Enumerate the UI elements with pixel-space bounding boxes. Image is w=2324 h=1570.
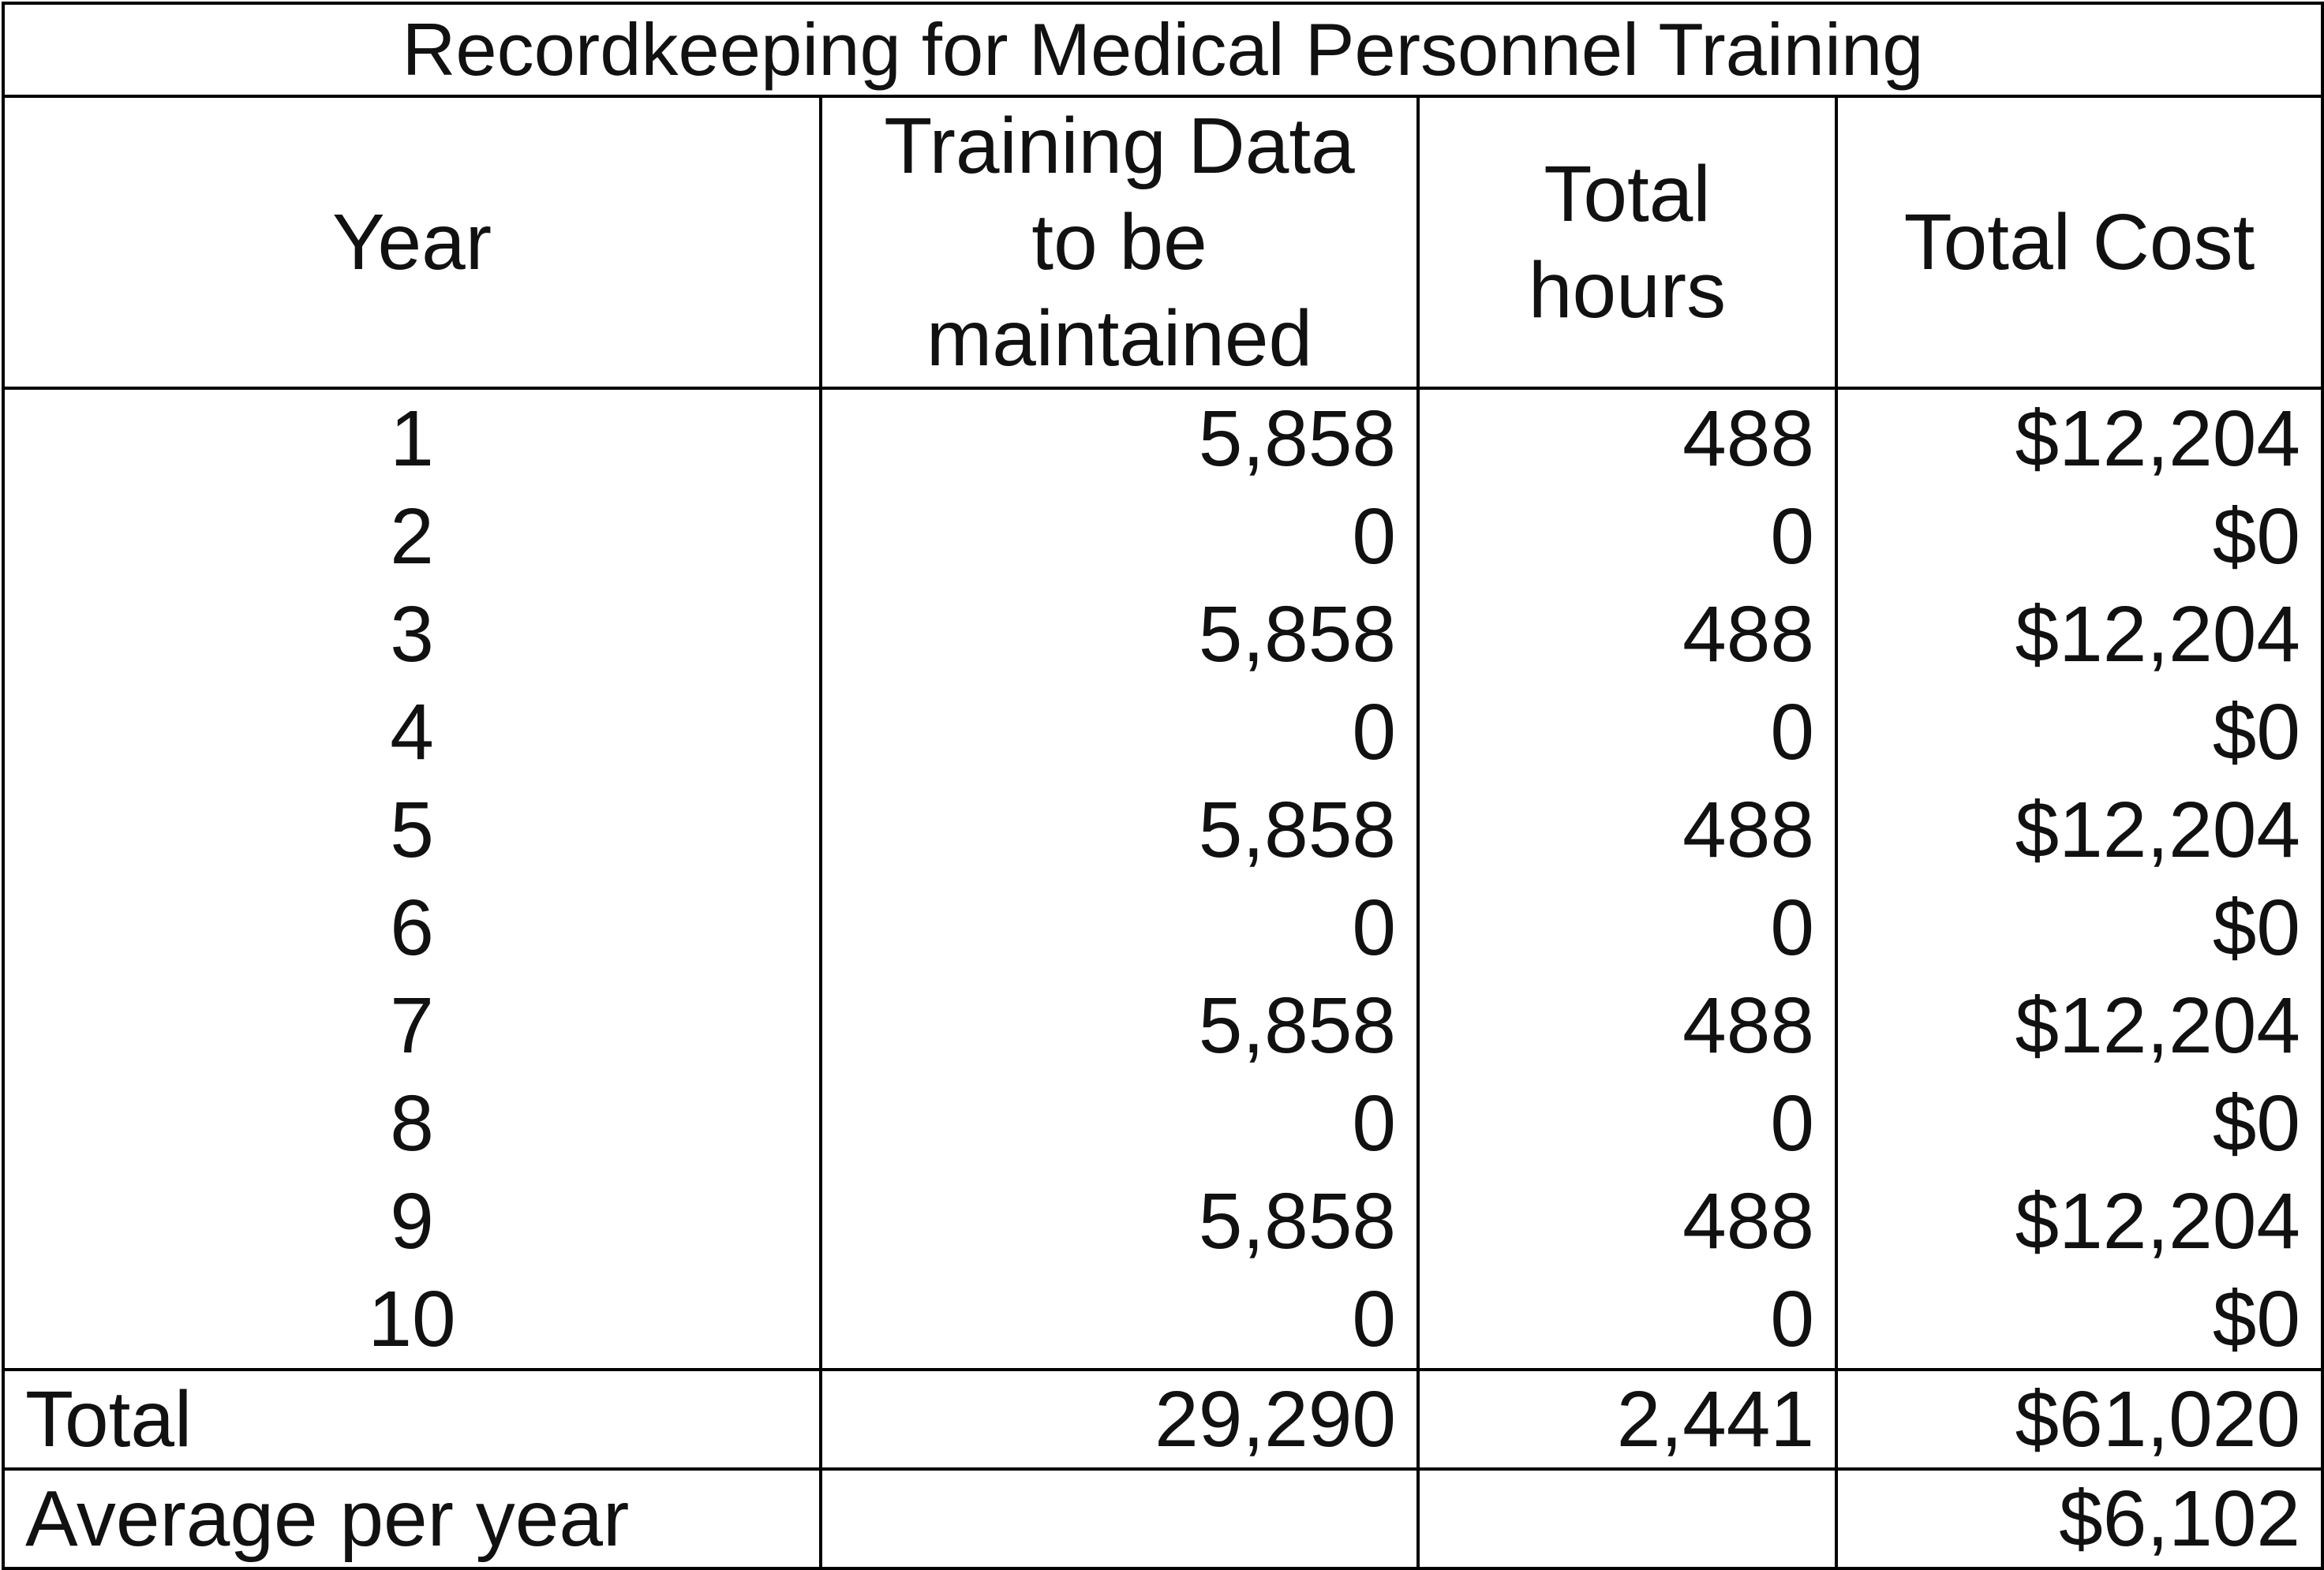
training-data-cell: 5,858 (821, 388, 1418, 488)
average-row (3, 1469, 2322, 1568)
cost-cell: $12,204 (1836, 781, 2322, 879)
year-cell: 5 (3, 781, 821, 879)
cost-cell: $12,204 (1836, 977, 2322, 1075)
average-cost: $6,102 (1836, 1469, 2322, 1568)
average-label: Average per year (3, 1469, 821, 1568)
average-training-data (821, 1469, 1418, 1568)
hours-cell: 0 (1418, 1075, 1836, 1172)
hours-cell: 488 (1418, 977, 1836, 1075)
data-rows (3, 388, 2322, 1370)
year-cell: 3 (3, 585, 821, 683)
year-cell: 10 (3, 1270, 821, 1370)
year-cell: 1 (3, 388, 821, 488)
training-data-cell: 0 (821, 683, 1418, 781)
header-year: Year (3, 96, 821, 388)
training-data-cell: 0 (821, 1075, 1418, 1172)
total-cost: $61,020 (1836, 1370, 2322, 1469)
table-row (3, 1270, 2322, 1370)
year-cell: 2 (3, 488, 821, 585)
total-hours: 2,441 (1418, 1370, 1836, 1469)
hours-cell: 0 (1418, 488, 1836, 585)
training-cost-table (2, 2, 2324, 1570)
training-data-cell: 5,858 (821, 1172, 1418, 1270)
header-total-hours: Total hours (1418, 96, 1836, 388)
cost-cell: $0 (1836, 1075, 2322, 1172)
year-cell: 9 (3, 1172, 821, 1270)
training-data-cell: 5,858 (821, 781, 1418, 879)
total-label: Total (3, 1370, 821, 1469)
total-row (3, 1370, 2322, 1469)
table-row (3, 1172, 2322, 1270)
cost-cell: $12,204 (1836, 388, 2322, 488)
cost-cell: $0 (1836, 1270, 2322, 1370)
total-training-data: 29,290 (821, 1370, 1418, 1469)
hours-cell: 0 (1418, 1270, 1836, 1370)
training-data-cell: 0 (821, 879, 1418, 977)
header-training-data: Training Data to be maintained (821, 96, 1418, 388)
cost-cell: $0 (1836, 488, 2322, 585)
table-row (3, 683, 2322, 781)
header-total-cost: Total Cost (1836, 96, 2322, 388)
training-data-cell: 5,858 (821, 585, 1418, 683)
cost-cell: $12,204 (1836, 585, 2322, 683)
title-row (3, 3, 2322, 96)
table-row (3, 585, 2322, 683)
year-cell: 6 (3, 879, 821, 977)
year-cell: 8 (3, 1075, 821, 1172)
average-hours (1418, 1469, 1836, 1568)
hours-cell: 488 (1418, 1172, 1836, 1270)
training-data-cell: 5,858 (821, 977, 1418, 1075)
cost-cell: $0 (1836, 683, 2322, 781)
table-row (3, 388, 2322, 488)
training-data-cell: 0 (821, 1270, 1418, 1370)
cost-cell: $0 (1836, 879, 2322, 977)
hours-cell: 488 (1418, 585, 1836, 683)
cost-cell: $12,204 (1836, 1172, 2322, 1270)
table-row (3, 879, 2322, 977)
hours-cell: 0 (1418, 879, 1836, 977)
table-row (3, 781, 2322, 879)
table-row (3, 1075, 2322, 1172)
year-cell: 4 (3, 683, 821, 781)
table-row (3, 488, 2322, 585)
header-row (3, 96, 2322, 388)
hours-cell: 488 (1418, 388, 1836, 488)
training-data-cell: 0 (821, 488, 1418, 585)
table-title: Recordkeeping for Medical Personnel Training (3, 3, 2322, 96)
hours-cell: 488 (1418, 781, 1836, 879)
table-row (3, 977, 2322, 1075)
year-cell: 7 (3, 977, 821, 1075)
hours-cell: 0 (1418, 683, 1836, 781)
